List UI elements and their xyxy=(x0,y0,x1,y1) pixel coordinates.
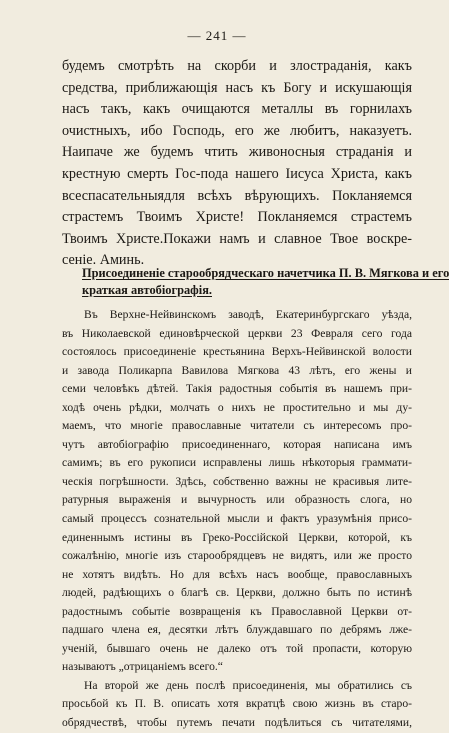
text-line: самимъ; въ его рукописи исправлены лишь нѣкоторыя граммати- xyxy=(62,456,412,470)
text-line: людей, радѣющихъ о благѣ св. Церкви, должно быть по истинѣ xyxy=(62,586,412,600)
closing-paragraph xyxy=(62,56,412,272)
text-line: состоялось присоединеніе крестьянина Верхъ-Нейвинской волости xyxy=(62,345,412,359)
text-line: радостнымъ событіе возвращенія къ Православной Церкви от- xyxy=(62,604,412,618)
text-line: семи человѣкъ дѣтей. Такія радостныя событія въ нашемъ при- xyxy=(62,382,412,396)
text-line: средства, приближающія насъ къ Богу и искушающія xyxy=(62,79,412,96)
text-line: ученій, бывшаго очень не далеко отъ той пропасти, которую xyxy=(62,641,412,655)
text-line: чутъ автобіографію присоединеннаго, которая написана имъ xyxy=(62,437,412,451)
text-line: насъ такъ, какъ очищаются металлы въ горнилахъ xyxy=(62,101,412,118)
article-body xyxy=(62,306,412,733)
text-line: сожалѣнію, многіе изъ старообрядцевъ не видятъ, или же просто xyxy=(62,549,412,563)
text-line: ходѣ очень рѣдки, молчать о нихъ не простительно и мы ду- xyxy=(62,400,412,414)
text-line: ческія погрѣшности. Здѣсь, собственно важны не красивыя лите- xyxy=(62,474,412,488)
text-line: На второй же день послѣ присоединенія, мы обратились съ xyxy=(84,678,412,692)
text-line: въ Николаевской единовѣрческой церкви 23 Февраля сего года xyxy=(62,326,412,340)
heading-line: Присоединеніе старообрядческаго начетчика П. В. Мягкова и его xyxy=(82,266,449,280)
text-line: просьбой къ П. В. описать хотя вкратцѣ свою жизнь въ старо- xyxy=(62,697,412,711)
text-line: и завода Поликарпа Вавилова Мягкова 43 лѣтъ, его жены и xyxy=(62,363,412,377)
text-line: Твоимъ Христе.Покажи намъ и славное Твое воскре- xyxy=(62,230,412,247)
heading-line: краткая автобіографія. xyxy=(82,283,212,297)
text-line: очистныхъ, ибо Господь, его же любитъ, наказуетъ. xyxy=(62,122,412,139)
text-line: называютъ „отрицаніемъ всего.“ xyxy=(62,660,223,674)
text-line: всеспасательныядля всѣхъ вѣрующихъ. Покланяемся xyxy=(62,187,412,204)
text-line: Наипаче же будемъ чтить живоносныя страданія и xyxy=(62,144,412,161)
page-number: — 241 — xyxy=(187,28,247,43)
text-line: не хотятъ видѣть. Но для всѣхъ насъ вообще, православныхъ xyxy=(62,567,412,581)
text-line: самый процессъ сознательной мысли и фактъ уразумѣнія присо- xyxy=(62,512,412,526)
text-line: будемъ смотрѣть на скорби и злостраданія, какъ xyxy=(62,58,412,74)
text-line: страстемъ Твоимъ Христе! Покланяемся страстемъ xyxy=(62,209,412,226)
text-line: Въ Верхне-Нейвинскомъ заводѣ, Екатеринбургскаго уѣзда, xyxy=(84,308,412,321)
text-line: сеніе. Аминь. xyxy=(62,252,145,269)
text-line: падшаго члена ея, десятки лѣтъ блуждавшаго по дебрямъ лже- xyxy=(62,623,412,637)
text-line: ратурныя выраженія и вычурность или образность слога, но xyxy=(62,493,412,507)
text-line: маемъ, что многіе православные читатели съ интересомъ про- xyxy=(62,419,412,433)
section-heading xyxy=(82,265,449,299)
text-line: обрядчествѣ, чтобы путемъ печати подѣлиться съ читателями, xyxy=(62,716,412,730)
text-line: единеннымъ истины въ Греко-Россійской Церкви, которой, къ xyxy=(62,530,412,544)
text-line: крестную смерть Гос-пода нашего Іисуса Христа, какъ xyxy=(62,165,412,182)
